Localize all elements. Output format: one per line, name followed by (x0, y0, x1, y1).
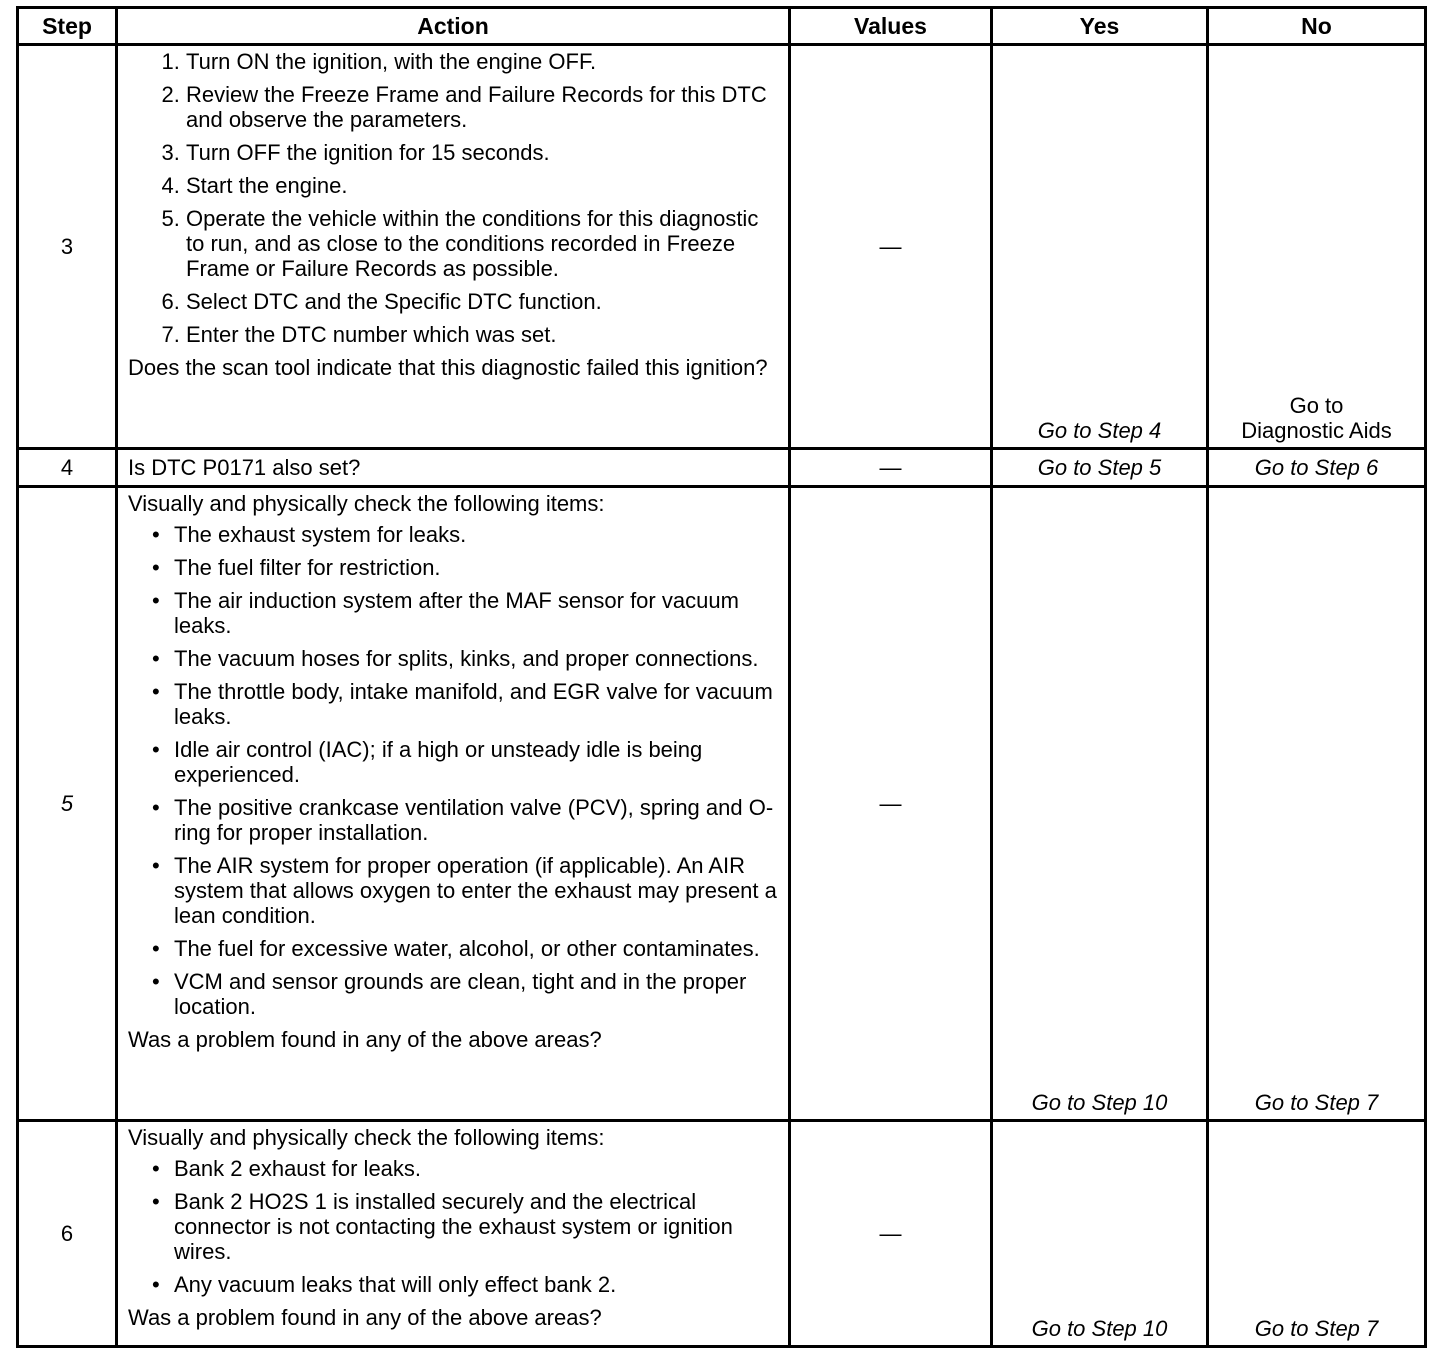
action-intro: Visually and physically check the following items: (128, 491, 605, 516)
header-action: Action (117, 8, 790, 45)
action-cell (117, 1121, 790, 1347)
header-row (18, 8, 1426, 45)
list-item: 4. Start the engine. (186, 173, 778, 198)
list-item: • The exhaust system for leaks. (174, 522, 778, 547)
list-item: • VCM and sensor grounds are clean, tight and in the proper location. (174, 969, 778, 1019)
list-item: 1. Turn ON the ignition, with the engine OFF. (186, 49, 778, 74)
list-item: 3. Turn OFF the ignition for 15 seconds. (186, 140, 778, 165)
list-item: • The air induction system after the MAF sensor for vacuum leaks. (174, 588, 778, 638)
step-number: 4 (18, 449, 117, 487)
values-cell: — (790, 487, 992, 1121)
header-no: No (1208, 8, 1426, 45)
no-goto-line2: Diagnostic Aids (1241, 418, 1392, 443)
action-cell (117, 45, 790, 449)
no-goto: Go to Step 7 (1208, 487, 1426, 1121)
check-items-list (128, 522, 778, 1019)
action-question: Was a problem found in any of the above areas? (128, 1027, 602, 1052)
diagnostic-table (16, 6, 1427, 1348)
table-row-step-3 (18, 45, 1426, 449)
list-item: • Bank 2 HO2S 1 is installed securely and the electrical connector is not contacting the exhaust system or ignition wires. (174, 1189, 778, 1264)
list-item: 2. Review the Freeze Frame and Failure Records for this DTC and observe the parameters. (186, 82, 778, 132)
list-item: 5. Operate the vehicle within the conditions for this diagnostic to run, and as close to the conditions recorded in Freeze Frame or Failure Records as possible. (186, 206, 778, 281)
list-item: • The fuel for excessive water, alcohol, or other contaminates. (174, 936, 778, 961)
list-item: • The vacuum hoses for splits, kinks, and proper connections. (174, 646, 778, 671)
check-items-list (128, 1156, 778, 1297)
action-question: Is DTC P0171 also set? (117, 449, 790, 487)
yes-goto: Go to Step 10 (992, 1121, 1208, 1347)
yes-goto: Go to Step 4 (992, 45, 1208, 449)
table-row-step-5 (18, 487, 1426, 1121)
action-steps-list (128, 49, 778, 347)
values-cell: — (790, 449, 992, 487)
list-item: • The fuel filter for restriction. (174, 555, 778, 580)
header-yes: Yes (992, 8, 1208, 45)
table-row-step-6 (18, 1121, 1426, 1347)
yes-goto: Go to Step 10 (992, 487, 1208, 1121)
no-goto (1208, 45, 1426, 449)
header-values: Values (790, 8, 992, 45)
step-number: 5 (18, 487, 117, 1121)
table-row-step-4 (18, 449, 1426, 487)
list-item: • The positive crankcase ventilation valve (PCV), spring and O-ring for proper installation. (174, 795, 778, 845)
step-number: 6 (18, 1121, 117, 1347)
action-cell (117, 487, 790, 1121)
no-goto-line1: Go to (1289, 393, 1344, 418)
list-item: • Any vacuum leaks that will only effect bank 2. (174, 1272, 778, 1297)
action-question: Was a problem found in any of the above areas? (128, 1305, 602, 1330)
yes-goto: Go to Step 5 (992, 449, 1208, 487)
list-item: • The AIR system for proper operation (if applicable). An AIR system that allows oxygen to enter the exhaust may present a lean condition. (174, 853, 778, 928)
list-item: • The throttle body, intake manifold, and EGR valve for vacuum leaks. (174, 679, 778, 729)
no-goto: Go to Step 6 (1208, 449, 1426, 487)
list-item: • Idle air control (IAC); if a high or unsteady idle is being experienced. (174, 737, 778, 787)
list-item: 6. Select DTC and the Specific DTC function. (186, 289, 778, 314)
header-step: Step (18, 8, 117, 45)
values-cell: — (790, 45, 992, 449)
list-item: • Bank 2 exhaust for leaks. (174, 1156, 778, 1181)
action-intro: Visually and physically check the following items: (128, 1125, 605, 1150)
step-number: 3 (18, 45, 117, 449)
list-item: 7. Enter the DTC number which was set. (186, 322, 778, 347)
action-question: Does the scan tool indicate that this diagnostic failed this ignition? (128, 355, 768, 380)
no-goto: Go to Step 7 (1208, 1121, 1426, 1347)
values-cell: — (790, 1121, 992, 1347)
